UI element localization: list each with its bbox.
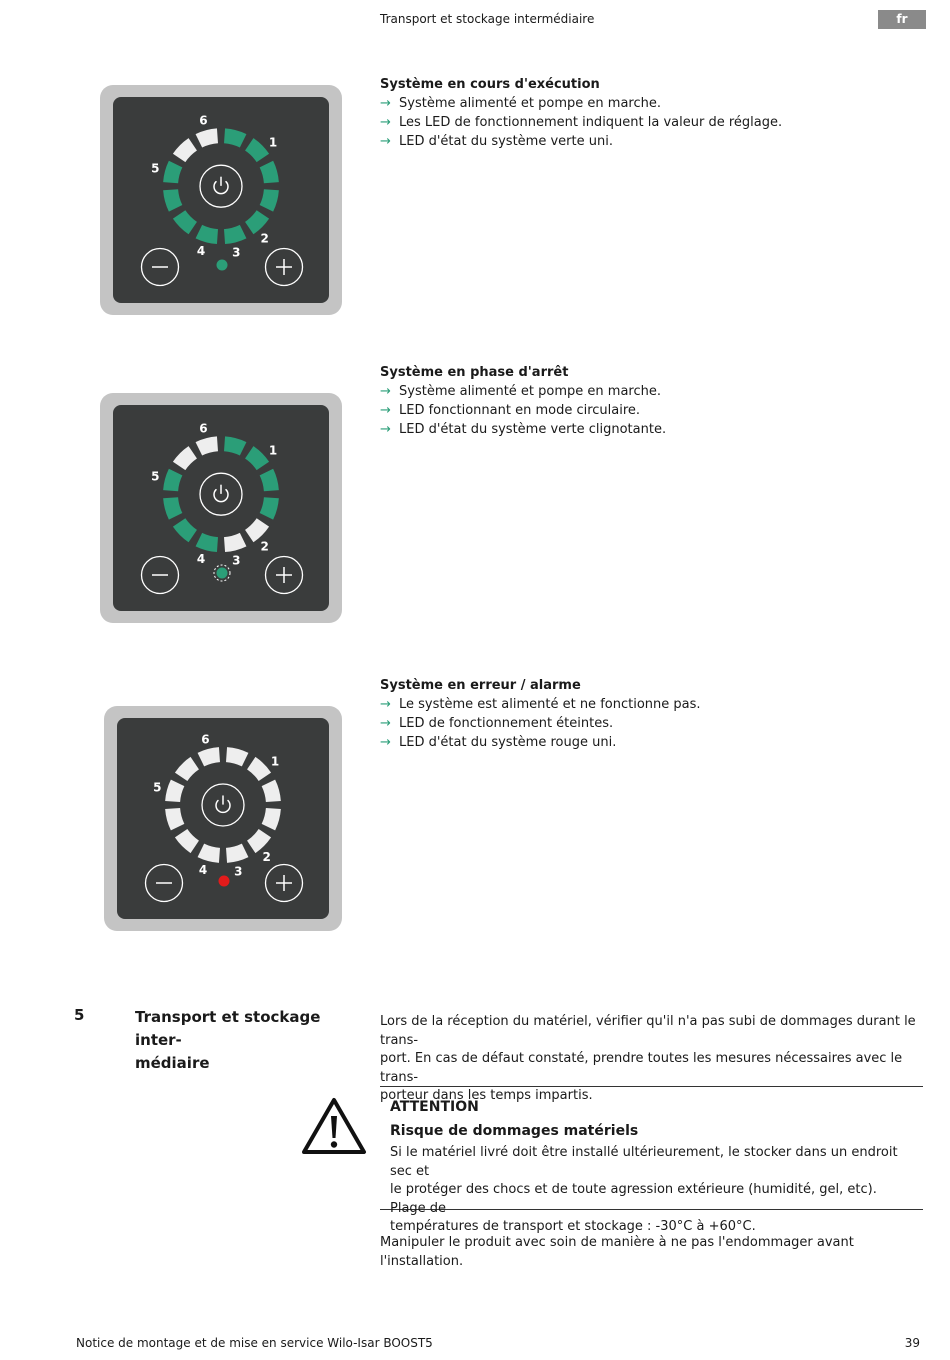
led-number-label: 1 [268,443,278,458]
control-panel-graphic [100,393,342,623]
led-number-label: 4 [196,552,206,567]
warning-triangle-icon [300,1096,368,1156]
led-number-label: 1 [268,135,278,150]
panel-face [113,405,329,611]
arrow-right-icon: → [380,735,391,750]
state-title: Système en cours d'exécution [380,77,600,92]
arrow-right-icon: → [380,134,391,149]
led-number-label: 3 [232,553,241,568]
arrow-right-icon: → [380,96,391,111]
state-description-error [380,676,701,752]
attention-title: Risque de dommages matériels [390,1123,639,1139]
panel-face [113,97,329,303]
state-item: → LED d'état du système rouge uni. [380,735,617,750]
panel-face [117,718,329,919]
state-item: → Les LED de fonctionnement indiquent la valeur de réglage. [380,115,783,130]
attention-label: ATTENTION [390,1099,479,1115]
led-number-label: 4 [198,863,208,877]
led-number-label: 6 [199,113,208,128]
language-badge: fr [878,10,926,29]
control-panel-graphic [100,85,342,315]
footer-document-title: Notice de montage et de mise en service Wilo-Isar BOOST5 [76,1336,433,1350]
arrow-right-icon: → [380,422,391,437]
state-item: → LED de fonctionnement éteintes. [380,716,614,731]
led-number-label: 3 [234,864,243,879]
section-title: Transport et stockage inter- médiaire [135,1008,321,1072]
attention-body: Si le matériel livré doit être installé ultérieurement, le stocker dans un endroit sec et le protéger des chocs et de toute agression extérieure (humidité, gel, etc). Plage de températures de transport et stockage : -30°C à +60°C. [390,1145,898,1234]
led-number-label: 5 [153,780,162,795]
state-title: Système en erreur / alarme [380,678,581,693]
state-title: Système en phase d'arrêt [380,365,569,380]
attention-box [380,1086,923,1234]
state-description-stopping [380,363,666,439]
led-number-label: 5 [151,161,160,176]
state-description-running [380,75,782,151]
status-led [217,260,228,271]
led-number-label: 5 [151,469,160,484]
led-number-label: 2 [260,231,269,246]
page-number: 39 [904,1336,920,1350]
control-panel-running [100,85,342,315]
state-item: → LED fonctionnant en mode circulaire. [380,403,641,418]
section-number: 5 [74,1006,85,1024]
led-number-label: 6 [199,421,208,436]
control-panel-stopping [100,393,342,623]
control-panel-error [104,706,342,931]
state-item: → LED d'état du système verte clignotante. [380,422,667,437]
header-title: Transport et stockage intermédiaire [380,12,595,26]
state-item: → Le système est alimenté et ne fonctionne pas. [380,697,701,712]
handling-paragraph: Manipuler le produit avec soin de manière à ne pas l'endommager avant l'installation. [380,1235,854,1269]
state-item: → Système alimenté et pompe en marche. [380,384,661,399]
led-number-label: 2 [260,539,269,554]
state-item: → Système alimenté et pompe en marche. [380,96,661,111]
led-number-label: 4 [196,244,206,259]
arrow-right-icon: → [380,115,391,130]
status-led [219,876,230,887]
state-item: → LED d'état du système verte uni. [380,134,613,149]
led-number-label: 2 [262,850,271,865]
led-number-label: 3 [232,245,241,260]
arrow-right-icon: → [380,697,391,712]
control-panel-graphic [104,706,342,931]
led-number-label: 6 [201,732,210,747]
arrow-right-icon: → [380,716,391,731]
arrow-right-icon: → [380,403,391,418]
status-led [217,568,228,579]
led-number-label: 1 [270,754,280,769]
arrow-right-icon: → [380,384,391,399]
reception-paragraph: Lors de la réception du matériel, vérifier qu'il n'a pas subi de dommages durant le trans- port. En cas de défaut constaté, prendre toutes les mesures nécessaires avec le trans- porteur dans les temps impartis. [380,1014,916,1103]
